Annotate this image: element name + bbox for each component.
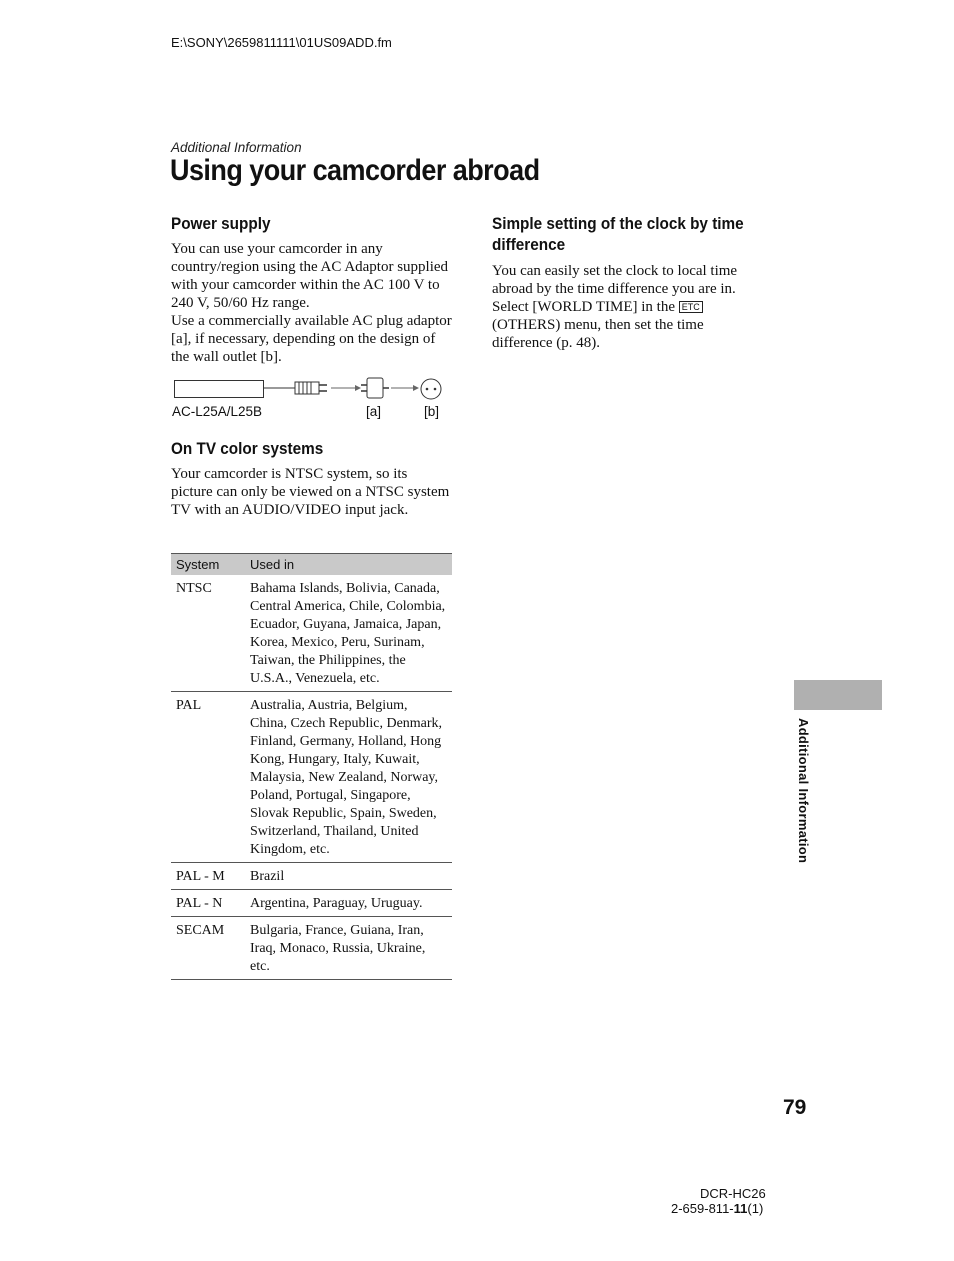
arrow-right-icon bbox=[331, 385, 361, 391]
ac-plug-icon bbox=[295, 382, 327, 394]
part-number-bold: 11 bbox=[733, 1201, 748, 1216]
etc-icon: ETC bbox=[679, 301, 703, 313]
table-row bbox=[171, 575, 452, 692]
power-supply-paragraph-2: Use a commercially available AC plug adaptor [a], if necessary, depending on the design of the wall outlet [b]. bbox=[171, 313, 452, 365]
system-cell: NTSC bbox=[171, 575, 245, 692]
column-header-system: System bbox=[171, 554, 245, 576]
clock-heading: Simple setting of the clock by time difference bbox=[492, 214, 744, 254]
clock-text-part-2: (OTHERS) menu, then set the time difference (p. 48). bbox=[492, 317, 704, 351]
power-supply-paragraph-1: You can use your camcorder in any country/region using the AC Adaptor supplied with your camcorder within the AC 100 V to 240 V, 50/60 Hz range. bbox=[171, 241, 449, 311]
part-number-prefix: 2-659-811- bbox=[671, 1201, 734, 1216]
table-row bbox=[171, 917, 452, 980]
section-label: Additional Information bbox=[171, 140, 302, 155]
page-title: Using your camcorder abroad bbox=[170, 154, 540, 187]
used-in-cell: Bahama Islands, Bolivia, Canada, Central America, Chile, Colombia, Ecuador, Guyana, Jamaica, Japan, Korea, Mexico, Peru, Surinam, Taiwan, the Philippines, the U.S.A., Venezuela, etc. bbox=[245, 575, 452, 692]
system-cell: PAL - M bbox=[171, 863, 245, 890]
tv-systems-paragraph: Your camcorder is NTSC system, so its picture can only be viewed on a NTSC system TV with an AUDIO/VIDEO input jack. bbox=[171, 466, 450, 518]
tv-systems-table bbox=[171, 553, 452, 980]
system-cell: SECAM bbox=[171, 917, 245, 980]
adaptor-model-label: AC-L25A/L25B bbox=[172, 404, 263, 419]
side-tab-marker bbox=[794, 680, 882, 710]
table-header-row bbox=[171, 554, 452, 576]
used-in-cell: Argentina, Paraguay, Uruguay. bbox=[245, 890, 452, 917]
used-in-cell: Australia, Austria, Belgium, China, Czech Republic, Denmark, Finland, Germany, Holland, Hong Kong, Hungary, Italy, Kuwait, Malaysia, New Zealand, Norway, Poland, Portugal, Singapore, Slovak Republic, Spain, Sweden, Switzerland, Thailand, United Kingdom, etc. bbox=[245, 692, 452, 863]
system-cell: PAL bbox=[171, 692, 245, 863]
power-supply-body bbox=[171, 240, 456, 366]
page-number: 79 bbox=[783, 1096, 807, 1119]
table-row bbox=[171, 890, 452, 917]
column-header-used-in: Used in bbox=[245, 554, 452, 576]
label-a: [a] bbox=[366, 404, 382, 419]
arrow-right-icon bbox=[391, 385, 419, 391]
system-cell: PAL - N bbox=[171, 890, 245, 917]
plug-adaptor-icon bbox=[361, 378, 389, 398]
label-b: [b] bbox=[424, 404, 440, 419]
table-row bbox=[171, 692, 452, 863]
clock-paragraph bbox=[492, 262, 767, 352]
ac-adaptor-figure bbox=[171, 376, 456, 424]
wall-outlet-icon bbox=[421, 379, 441, 399]
model-number: DCR-HC26 bbox=[700, 1186, 766, 1201]
used-in-cell: Bulgaria, France, Guiana, Iran, Iraq, Monaco, Russia, Ukraine, etc. bbox=[245, 917, 452, 980]
part-number bbox=[671, 1201, 763, 1216]
clock-text-part-1: You can easily set the clock to local time abroad by the time difference you are in. Select [WORLD TIME] in the bbox=[492, 263, 738, 315]
plug-diagram-svg bbox=[171, 376, 456, 406]
side-tab-label: Additional Information bbox=[796, 718, 811, 864]
power-supply-heading: Power supply bbox=[171, 214, 271, 233]
table-row bbox=[171, 863, 452, 890]
used-in-cell: Brazil bbox=[245, 863, 452, 890]
tv-systems-heading: On TV color systems bbox=[171, 439, 324, 458]
file-path: E:\SONY\2659811111\01US09ADD.fm bbox=[171, 35, 392, 50]
part-number-suffix: (1) bbox=[747, 1201, 764, 1216]
